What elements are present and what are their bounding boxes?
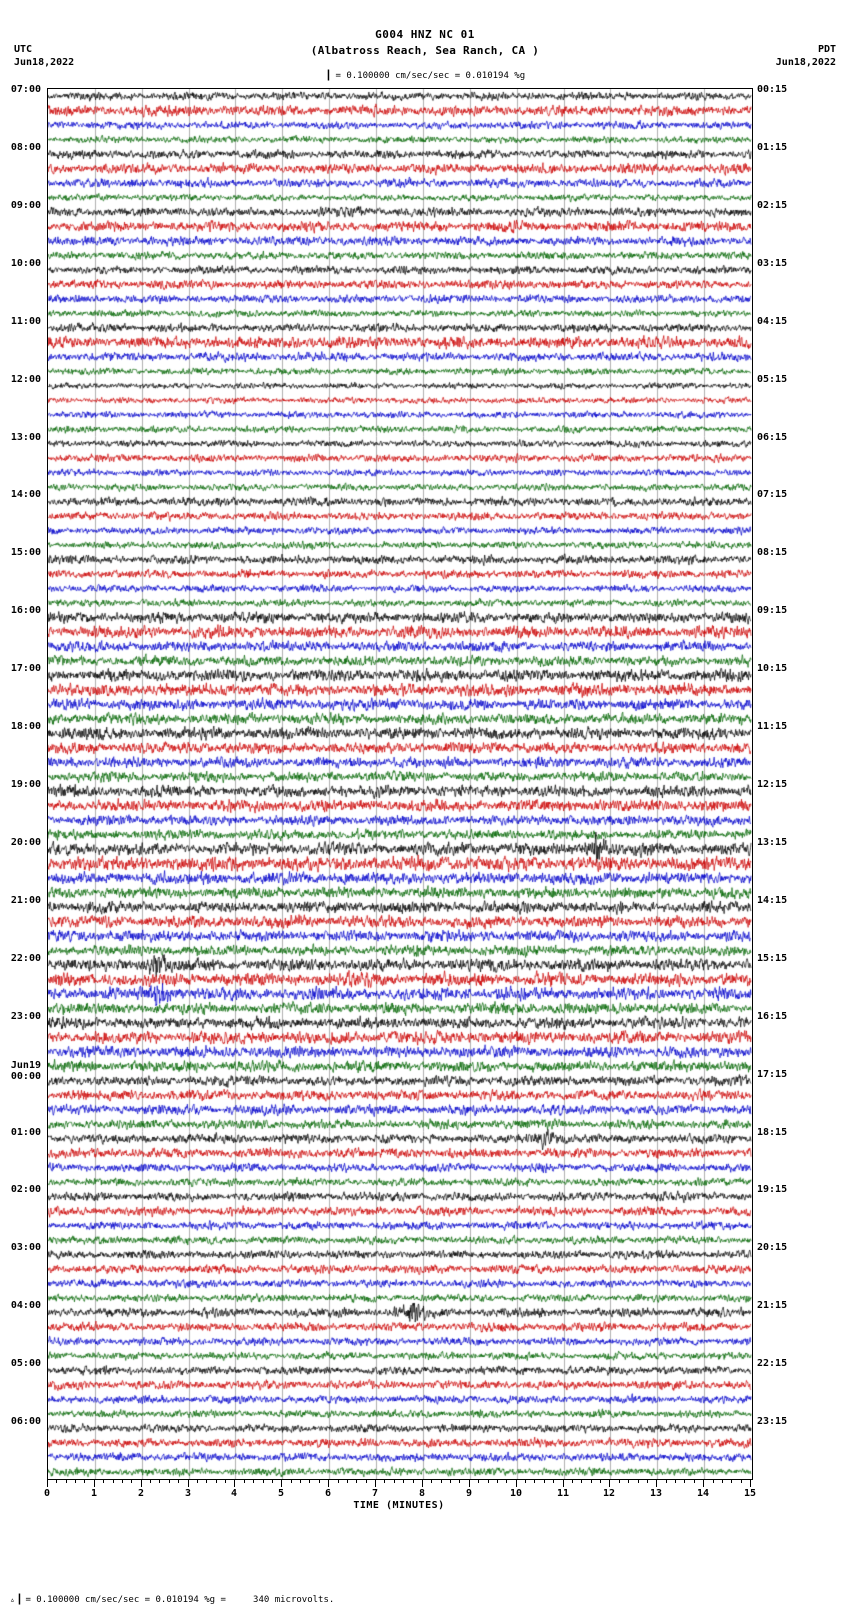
x-axis-title: TIME (MINUTES) bbox=[353, 1500, 445, 1511]
x-tick-label: 11 bbox=[556, 1488, 570, 1499]
x-tick-minor bbox=[403, 1479, 404, 1483]
utc-hour-label: 18:00 bbox=[10, 721, 41, 733]
x-tick-minor bbox=[75, 1479, 76, 1483]
x-tick-major bbox=[141, 1479, 142, 1487]
x-tick-minor bbox=[197, 1479, 198, 1483]
page-title: G004 HNZ NC 01 bbox=[375, 28, 475, 41]
pdt-hour-label: 17:15 bbox=[757, 1068, 788, 1080]
x-tick-label: 13 bbox=[649, 1488, 663, 1499]
x-tick-minor bbox=[394, 1479, 395, 1483]
x-tick-minor bbox=[694, 1479, 695, 1483]
utc-hour-label: 08:00 bbox=[10, 141, 41, 153]
x-tick-minor bbox=[216, 1479, 217, 1483]
x-tick-minor bbox=[647, 1479, 648, 1483]
utc-hour-label: 19:00 bbox=[10, 779, 41, 790]
utc-hour-label: 20:00 bbox=[10, 836, 41, 848]
utc-hour-label: 11:00 bbox=[10, 315, 41, 327]
x-tick-major bbox=[703, 1479, 704, 1487]
x-tick-major bbox=[281, 1479, 282, 1487]
x-tick-minor bbox=[150, 1479, 151, 1483]
pdt-hour-label: 13:15 bbox=[757, 836, 788, 848]
x-tick-major bbox=[375, 1479, 376, 1487]
x-tick-minor bbox=[56, 1479, 57, 1483]
x-tick-major bbox=[656, 1479, 657, 1487]
pdt-hour-label: 02:15 bbox=[757, 199, 788, 211]
x-tick-minor bbox=[263, 1479, 264, 1483]
x-tick-minor bbox=[356, 1479, 357, 1483]
x-tick-major bbox=[188, 1479, 189, 1487]
x-tick-minor bbox=[553, 1479, 554, 1483]
x-tick-label: 12 bbox=[602, 1488, 616, 1499]
x-tick-minor bbox=[506, 1479, 507, 1483]
scale-legend bbox=[0, 68, 850, 81]
utc-hour-label: 15:00 bbox=[10, 547, 41, 559]
pdt-hour-label: 08:15 bbox=[757, 547, 788, 559]
x-tick-major bbox=[469, 1479, 470, 1487]
x-tick-minor bbox=[600, 1479, 601, 1483]
pdt-hour-label: 10:15 bbox=[757, 663, 788, 675]
pdt-hour-label: 12:15 bbox=[757, 779, 788, 790]
x-tick-minor bbox=[178, 1479, 179, 1483]
x-tick-minor bbox=[206, 1479, 207, 1483]
micro-symbol: ▵ bbox=[10, 1595, 15, 1604]
pdt-hour-label: 22:15 bbox=[757, 1358, 788, 1370]
x-tick-minor bbox=[309, 1479, 310, 1483]
utc-hour-label: 01:00 bbox=[10, 1126, 41, 1138]
x-tick-minor bbox=[131, 1479, 132, 1483]
x-tick-minor bbox=[244, 1479, 245, 1483]
timezone-right bbox=[776, 44, 836, 68]
station-subtitle: (Albatross Reach, Sea Ranch, CA ) bbox=[310, 44, 540, 57]
x-tick-minor bbox=[731, 1479, 732, 1483]
x-tick-major bbox=[516, 1479, 517, 1487]
x-tick-minor bbox=[591, 1479, 592, 1483]
pdt-hour-label: 19:15 bbox=[757, 1184, 788, 1196]
footer-text: = 0.100000 cm/sec/sec = 0.010194 %g = 340 microvolts. bbox=[25, 1595, 335, 1605]
utc-hour-label: 16:00 bbox=[10, 605, 41, 617]
x-tick-minor bbox=[581, 1479, 582, 1483]
utc-hour-label: Jun19 00:00 bbox=[10, 1059, 41, 1082]
utc-hour-label: 13:00 bbox=[10, 431, 41, 443]
timezone-right-label: PDT bbox=[817, 44, 836, 55]
x-tick-label: 5 bbox=[277, 1488, 285, 1499]
pdt-hour-label: 20:15 bbox=[757, 1242, 788, 1254]
x-tick-minor bbox=[413, 1479, 414, 1483]
pdt-hour-label: 18:15 bbox=[757, 1126, 788, 1138]
utc-hour-label: 02:00 bbox=[10, 1184, 41, 1196]
pdt-hour-label: 06:15 bbox=[757, 431, 788, 443]
utc-hour-label: 12:00 bbox=[10, 373, 41, 385]
x-tick-minor bbox=[291, 1479, 292, 1483]
x-tick-minor bbox=[675, 1479, 676, 1483]
x-tick-label: 10 bbox=[509, 1488, 523, 1499]
x-tick-major bbox=[234, 1479, 235, 1487]
scale-legend-text: = 0.100000 cm/sec/sec = 0.010194 %g bbox=[335, 71, 526, 81]
scale-bar-icon: ∣ bbox=[322, 68, 334, 81]
timezone-left-date: Jun18,2022 bbox=[14, 57, 75, 68]
x-tick-major bbox=[563, 1479, 564, 1487]
x-tick-label: 3 bbox=[184, 1488, 192, 1499]
timezone-left-label: UTC bbox=[14, 44, 33, 55]
x-tick-minor bbox=[319, 1479, 320, 1483]
x-tick-label: 4 bbox=[230, 1488, 238, 1499]
utc-hour-label: 23:00 bbox=[10, 1010, 41, 1022]
x-tick-minor bbox=[225, 1479, 226, 1483]
utc-hour-label: 04:00 bbox=[10, 1300, 41, 1312]
utc-hour-label: 14:00 bbox=[10, 489, 41, 501]
x-tick-minor bbox=[253, 1479, 254, 1483]
utc-hour-label: 05:00 bbox=[10, 1358, 41, 1370]
x-tick-minor bbox=[338, 1479, 339, 1483]
x-tick-minor bbox=[488, 1479, 489, 1483]
x-tick-label: 7 bbox=[371, 1488, 379, 1499]
x-tick-label: 6 bbox=[324, 1488, 332, 1499]
x-tick-minor bbox=[441, 1479, 442, 1483]
pdt-hour-label: 01:15 bbox=[757, 141, 788, 153]
x-tick-minor bbox=[497, 1479, 498, 1483]
seismogram-canvas bbox=[48, 89, 752, 1479]
footer-note bbox=[10, 1592, 334, 1605]
pdt-hour-label: 15:15 bbox=[757, 952, 788, 964]
x-tick-minor bbox=[169, 1479, 170, 1483]
x-tick-minor bbox=[544, 1479, 545, 1483]
x-tick-minor bbox=[741, 1479, 742, 1483]
x-tick-minor bbox=[66, 1479, 67, 1483]
x-tick-minor bbox=[272, 1479, 273, 1483]
x-tick-label: 9 bbox=[465, 1488, 473, 1499]
x-tick-major bbox=[609, 1479, 610, 1487]
x-tick-minor bbox=[525, 1479, 526, 1483]
x-tick-minor bbox=[684, 1479, 685, 1483]
x-tick-minor bbox=[572, 1479, 573, 1483]
utc-hour-label: 03:00 bbox=[10, 1242, 41, 1254]
x-tick-minor bbox=[534, 1479, 535, 1483]
pdt-hour-label: 04:15 bbox=[757, 315, 788, 327]
x-tick-minor bbox=[122, 1479, 123, 1483]
timezone-left bbox=[14, 44, 74, 68]
utc-hour-label: 17:00 bbox=[10, 663, 41, 675]
x-tick-label: 2 bbox=[137, 1488, 145, 1499]
pdt-hour-label: 00:15 bbox=[757, 84, 788, 95]
pdt-hour-label: 05:15 bbox=[757, 373, 788, 385]
x-tick-label: 8 bbox=[418, 1488, 426, 1499]
utc-hour-label: 21:00 bbox=[10, 894, 41, 906]
x-tick-minor bbox=[366, 1479, 367, 1483]
x-tick-minor bbox=[638, 1479, 639, 1483]
pdt-hour-label: 23:15 bbox=[757, 1416, 788, 1428]
utc-hour-label: 09:00 bbox=[10, 199, 41, 211]
utc-hour-labels bbox=[0, 84, 44, 1488]
seismogram-plot bbox=[47, 88, 753, 1480]
pdt-hour-label: 03:15 bbox=[757, 257, 788, 269]
x-tick-minor bbox=[628, 1479, 629, 1483]
utc-hour-label: 22:00 bbox=[10, 952, 41, 964]
pdt-hour-label: 16:15 bbox=[757, 1010, 788, 1022]
x-tick-label: 15 bbox=[743, 1488, 757, 1499]
x-tick-minor bbox=[113, 1479, 114, 1483]
pdt-hour-label: 14:15 bbox=[757, 894, 788, 906]
x-tick-minor bbox=[666, 1479, 667, 1483]
x-tick-minor bbox=[459, 1479, 460, 1483]
pdt-hour-label: 21:15 bbox=[757, 1300, 788, 1312]
x-tick-minor bbox=[384, 1479, 385, 1483]
x-tick-label: 0 bbox=[43, 1488, 51, 1499]
x-tick-minor bbox=[713, 1479, 714, 1483]
pdt-hour-labels bbox=[755, 84, 850, 1488]
x-tick-label: 1 bbox=[90, 1488, 98, 1499]
x-tick-major bbox=[422, 1479, 423, 1487]
utc-hour-label: 10:00 bbox=[10, 257, 41, 269]
footer-scale-bar-icon: ∣ bbox=[13, 1592, 25, 1605]
pdt-hour-label: 07:15 bbox=[757, 489, 788, 501]
x-tick-major bbox=[94, 1479, 95, 1487]
pdt-hour-label: 11:15 bbox=[757, 721, 788, 733]
x-tick-label: 14 bbox=[696, 1488, 710, 1499]
x-tick-minor bbox=[478, 1479, 479, 1483]
x-tick-minor bbox=[450, 1479, 451, 1483]
x-tick-major bbox=[750, 1479, 751, 1487]
x-tick-major bbox=[328, 1479, 329, 1487]
x-tick-minor bbox=[300, 1479, 301, 1483]
x-tick-minor bbox=[347, 1479, 348, 1483]
x-tick-minor bbox=[159, 1479, 160, 1483]
x-tick-major bbox=[47, 1479, 48, 1487]
x-tick-minor bbox=[84, 1479, 85, 1483]
x-tick-minor bbox=[722, 1479, 723, 1483]
x-tick-minor bbox=[103, 1479, 104, 1483]
utc-hour-label: 07:00 bbox=[10, 84, 41, 95]
timezone-right-date: Jun18,2022 bbox=[775, 57, 836, 68]
utc-hour-label: 06:00 bbox=[10, 1416, 41, 1428]
x-tick-minor bbox=[431, 1479, 432, 1483]
x-tick-minor bbox=[619, 1479, 620, 1483]
pdt-hour-label: 09:15 bbox=[757, 605, 788, 617]
